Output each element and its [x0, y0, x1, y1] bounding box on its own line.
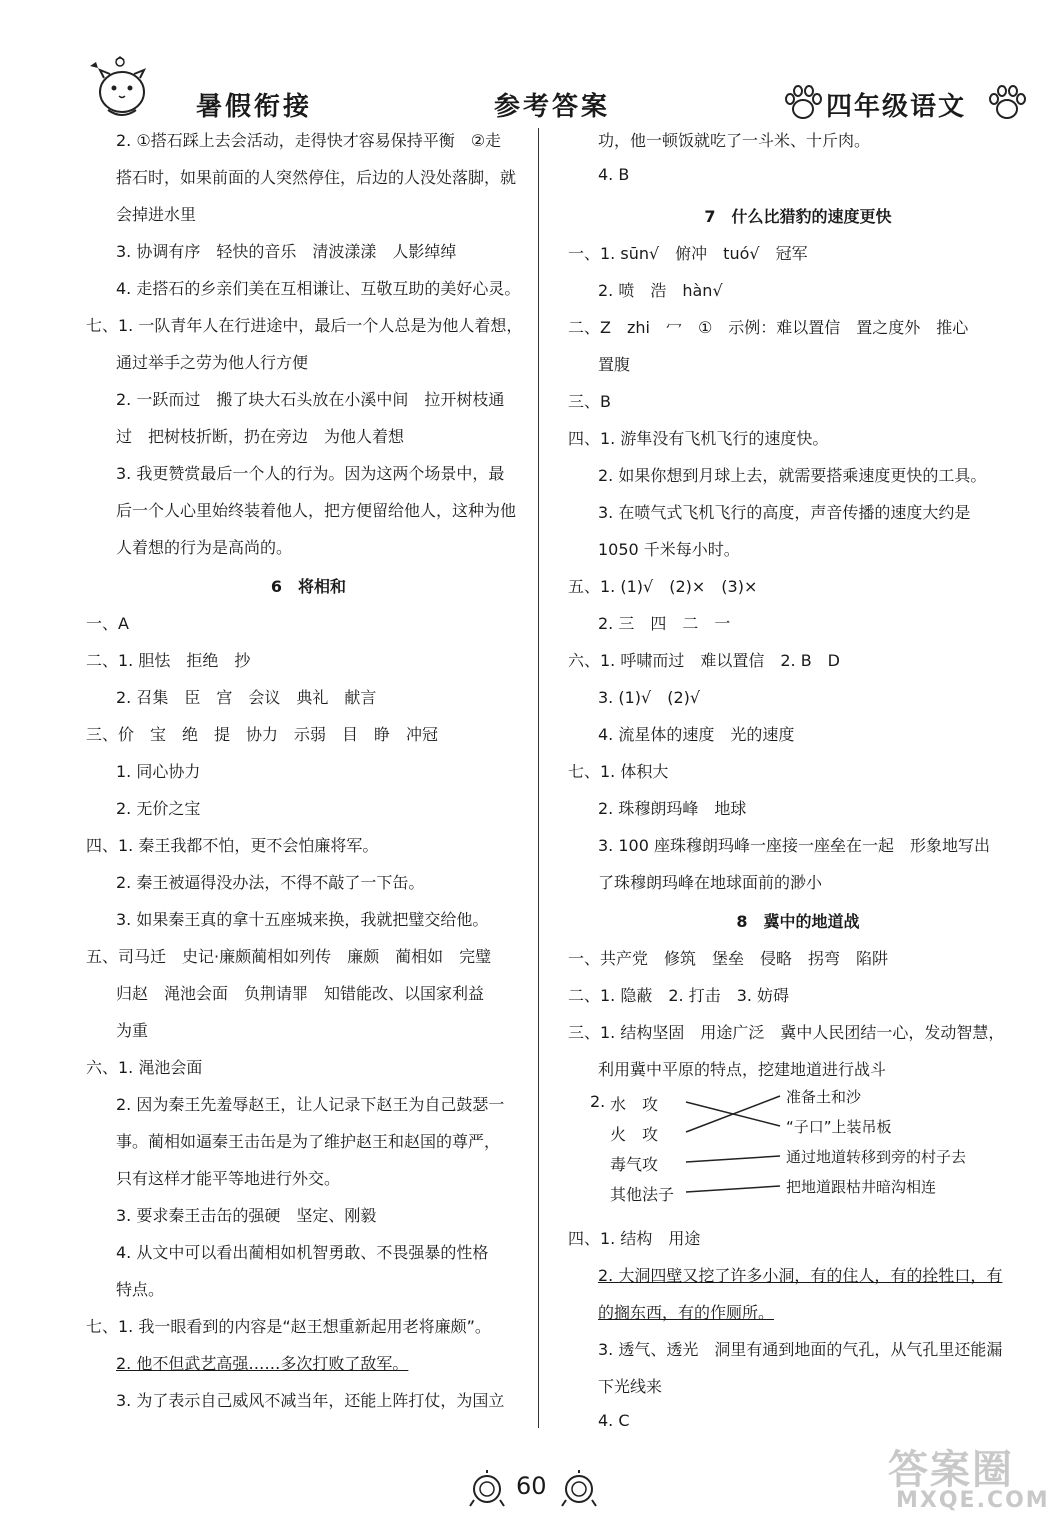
answer-line: 4. C: [598, 1411, 630, 1430]
matching-right-item: 把地道跟枯井暗沟相连: [786, 1178, 937, 1196]
answer-line: 功，他一顿饭就吃了一斗米、十斤肉。: [598, 131, 871, 150]
watermark: [878, 1438, 1050, 1518]
answer-line: 搭石时，如果前面的人突然停住，后边的人没处落脚，就: [116, 168, 517, 187]
section-title: 6 将相和: [270, 577, 347, 596]
answer-line: 二、Z zhi 冖 ① 示例：难以置信 置之度外 推心: [568, 318, 969, 337]
answer-line: 六、1. 渑池会面: [86, 1058, 203, 1077]
answer-line: 七、1. 我一眼看到的内容是“赵王想重新起用老将廉颇”。: [86, 1317, 491, 1336]
answer-line: 3. 在喷气式飞机飞行的高度，声音传播的速度大约是: [598, 503, 971, 522]
answer-line: 3. 协调有序 轻快的音乐 清波漾漾 人影绰绰: [116, 242, 457, 261]
answer-line: 二、1. 隐蔽 2. 打击 3. 妨碍: [568, 986, 790, 1005]
header-left-title: 暑假衔接: [196, 92, 313, 122]
answer-line: 2. 三 四 二 一: [598, 614, 731, 633]
page-header: [0, 56, 1056, 126]
answer-line: 五、司马迁 史记·廉颇蔺相如列传 廉颇 蔺相如 完璧: [86, 947, 492, 966]
answer-line: 五、1. (1)√ (2)× (3)×: [568, 577, 758, 596]
answer-line: 人着想的行为是高尚的。: [116, 538, 293, 557]
answer-line: 四、1. 结构 用途: [568, 1229, 701, 1248]
matching-connector-line: [686, 1156, 780, 1162]
answer-line: 3. 要求秦王击缶的强硬 坚定、刚毅: [116, 1206, 377, 1225]
answer-line: 归赵 渑池会面 负荆请罪 知错能改、以国家利益: [116, 984, 485, 1003]
answer-line: 会掉进水里: [116, 205, 197, 224]
matching-lines: [568, 1086, 1028, 1216]
answer-line: 4. B: [598, 165, 630, 184]
answer-line: 2. 一跃而过 搬了块大石头放在小溪中间 拉开树枝通: [116, 390, 505, 409]
answer-line: 为重: [116, 1021, 149, 1040]
matching-left-item: 其他法子: [610, 1185, 675, 1204]
answer-line: 4. 从文中可以看出蔺相如机智勇敢、不畏强暴的性格: [116, 1243, 489, 1262]
answer-line: 2. ①搭石踩上去会活动，走得快才容易保持平衡 ②走: [116, 131, 502, 150]
matching-left-item: 火 攻: [610, 1125, 659, 1144]
matching-prefix: 2.: [590, 1092, 606, 1111]
answer-line: 2. 无价之宝: [116, 799, 201, 818]
section-title: 8 冀中的地道战: [736, 912, 860, 931]
answer-line: 七、1. 一队青年人在行进途中，最后一个人总是为他人着想，: [86, 316, 523, 335]
answer-line: 二、1. 胆怯 拒绝 抄: [86, 651, 251, 670]
answer-line: 3. 100 座珠穆朗玛峰一座接一座垒在一起 形象地写出: [598, 836, 990, 855]
answer-line: 一、共产党 修筑 堡垒 侵略 拐弯 陷阱: [568, 949, 889, 968]
answer-line: 了珠穆朗玛峰在地球面前的渺小: [598, 873, 823, 892]
matching-left-item: 毒气攻: [610, 1155, 659, 1174]
answer-line: 事。蔺相如逼秦王击缶是为了维护赵王和赵国的尊严，: [116, 1132, 501, 1151]
section-title: 7 什么比猎豹的速度更快: [704, 207, 892, 226]
answer-line: 特点。: [116, 1280, 165, 1299]
paw-icon: [782, 82, 824, 122]
answer-line: 2. 喷 浩 hàn√: [598, 281, 723, 300]
answer-line: 通过举手之劳为他人行方便: [116, 353, 309, 372]
answer-line: 2. 他不但武艺高强……多次打败了敌军。: [116, 1354, 409, 1373]
answer-line: 过 把树枝折断，扔在旁边 为他人着想: [116, 427, 405, 446]
answer-line: 的搁东西，有的作厕所。: [598, 1303, 775, 1322]
answer-line: 利用冀中平原的特点，挖建地道进行战斗: [598, 1060, 887, 1079]
matching-connector-line: [686, 1186, 780, 1192]
header-right-title: 四年级语文: [826, 92, 967, 122]
decorative-emblem-icon: [560, 1470, 598, 1508]
answer-line: 2. 因为秦王先羞辱赵王，让人记录下赵王为自己鼓瑟一: [116, 1095, 505, 1114]
answer-line: 三、1. 结构坚固 用途广泛 冀中人民团结一心，发动智慧，: [568, 1023, 1005, 1042]
watermark-logo-text: 答案圈: [888, 1447, 1014, 1493]
header-center-title: 参考答案: [494, 92, 611, 122]
matching-left-item: 水 攻: [610, 1095, 659, 1114]
answer-line: 3. 透气、透光 洞里有通到地面的气孔，从气孔里还能漏: [598, 1340, 1003, 1359]
answer-line: 1. 同心协力: [116, 762, 201, 781]
matching-right-item: “子口”上装吊板: [786, 1118, 892, 1136]
answer-line: 2. 珠穆朗玛峰 地球: [598, 799, 747, 818]
answer-line: 4. 走搭石的乡亲们美在互相谦让、互敬互助的美好心灵。: [116, 279, 521, 298]
answer-line: 后一个人心里始终装着他人，把方便留给他人，这种为他: [116, 501, 517, 520]
column-divider: [538, 128, 539, 1428]
answer-line: 三、B: [568, 392, 611, 411]
answer-line: 3. 我更赞赏最后一个人的行为。因为这两个场景中，最: [116, 464, 505, 483]
answer-line: 下光线来: [598, 1377, 663, 1396]
answer-line: 一、1. sūn√ 俯冲 tuó√ 冠军: [568, 244, 808, 263]
answer-line: 3. 为了表示自己威风不减当年，还能上阵打仗，为国立: [116, 1391, 505, 1410]
page-number: 60: [516, 1472, 547, 1500]
paw-icon: [986, 82, 1028, 122]
answer-line: 1050 千米每小时。: [598, 540, 740, 559]
matching-right-item: 通过地道转移到旁的村子去: [786, 1148, 967, 1166]
answer-line: 4. 流星体的速度 光的速度: [598, 725, 795, 744]
answer-line: 四、1. 游隼没有飞机飞行的速度快。: [568, 429, 829, 448]
answer-line: 2. 大洞四壁又挖了许多小洞，有的住人，有的拴牲口，有: [598, 1266, 1003, 1285]
answer-line: 四、1. 秦王我都不怕，更不会怕廉将军。: [86, 836, 379, 855]
decorative-emblem-icon: [468, 1470, 506, 1508]
answer-line: 3. (1)√ (2)√: [598, 688, 701, 707]
answer-line: 3. 如果秦王真的拿十五座城来换，我就把璧交给他。: [116, 910, 489, 929]
answer-line: 置腹: [598, 355, 631, 374]
watermark-url: MXQE.COM: [896, 1488, 1050, 1513]
answer-line: 2. 秦王被逼得没办法，不得不敲了一下缶。: [116, 873, 425, 892]
matching-exercise: [568, 1086, 1028, 1226]
answer-line: 只有这样才能平等地进行外交。: [116, 1169, 341, 1188]
matching-connector-line: [686, 1096, 780, 1132]
answer-line: 一、A: [86, 614, 129, 633]
answer-line: 2. 如果你想到月球上去，就需要搭乘速度更快的工具。: [598, 466, 987, 485]
answer-line: 2. 召集 臣 宫 会议 典礼 献言: [116, 688, 377, 707]
matching-right-item: 准备土和沙: [786, 1088, 862, 1106]
answer-line: 七、1. 体积大: [568, 762, 669, 781]
answer-line: 三、价 宝 绝 提 协力 示弱 目 睁 冲冠: [86, 725, 439, 744]
answer-line: 六、1. 呼啸而过 难以置信 2. B D: [568, 651, 841, 670]
hamster-mascot-icon: [86, 56, 156, 120]
